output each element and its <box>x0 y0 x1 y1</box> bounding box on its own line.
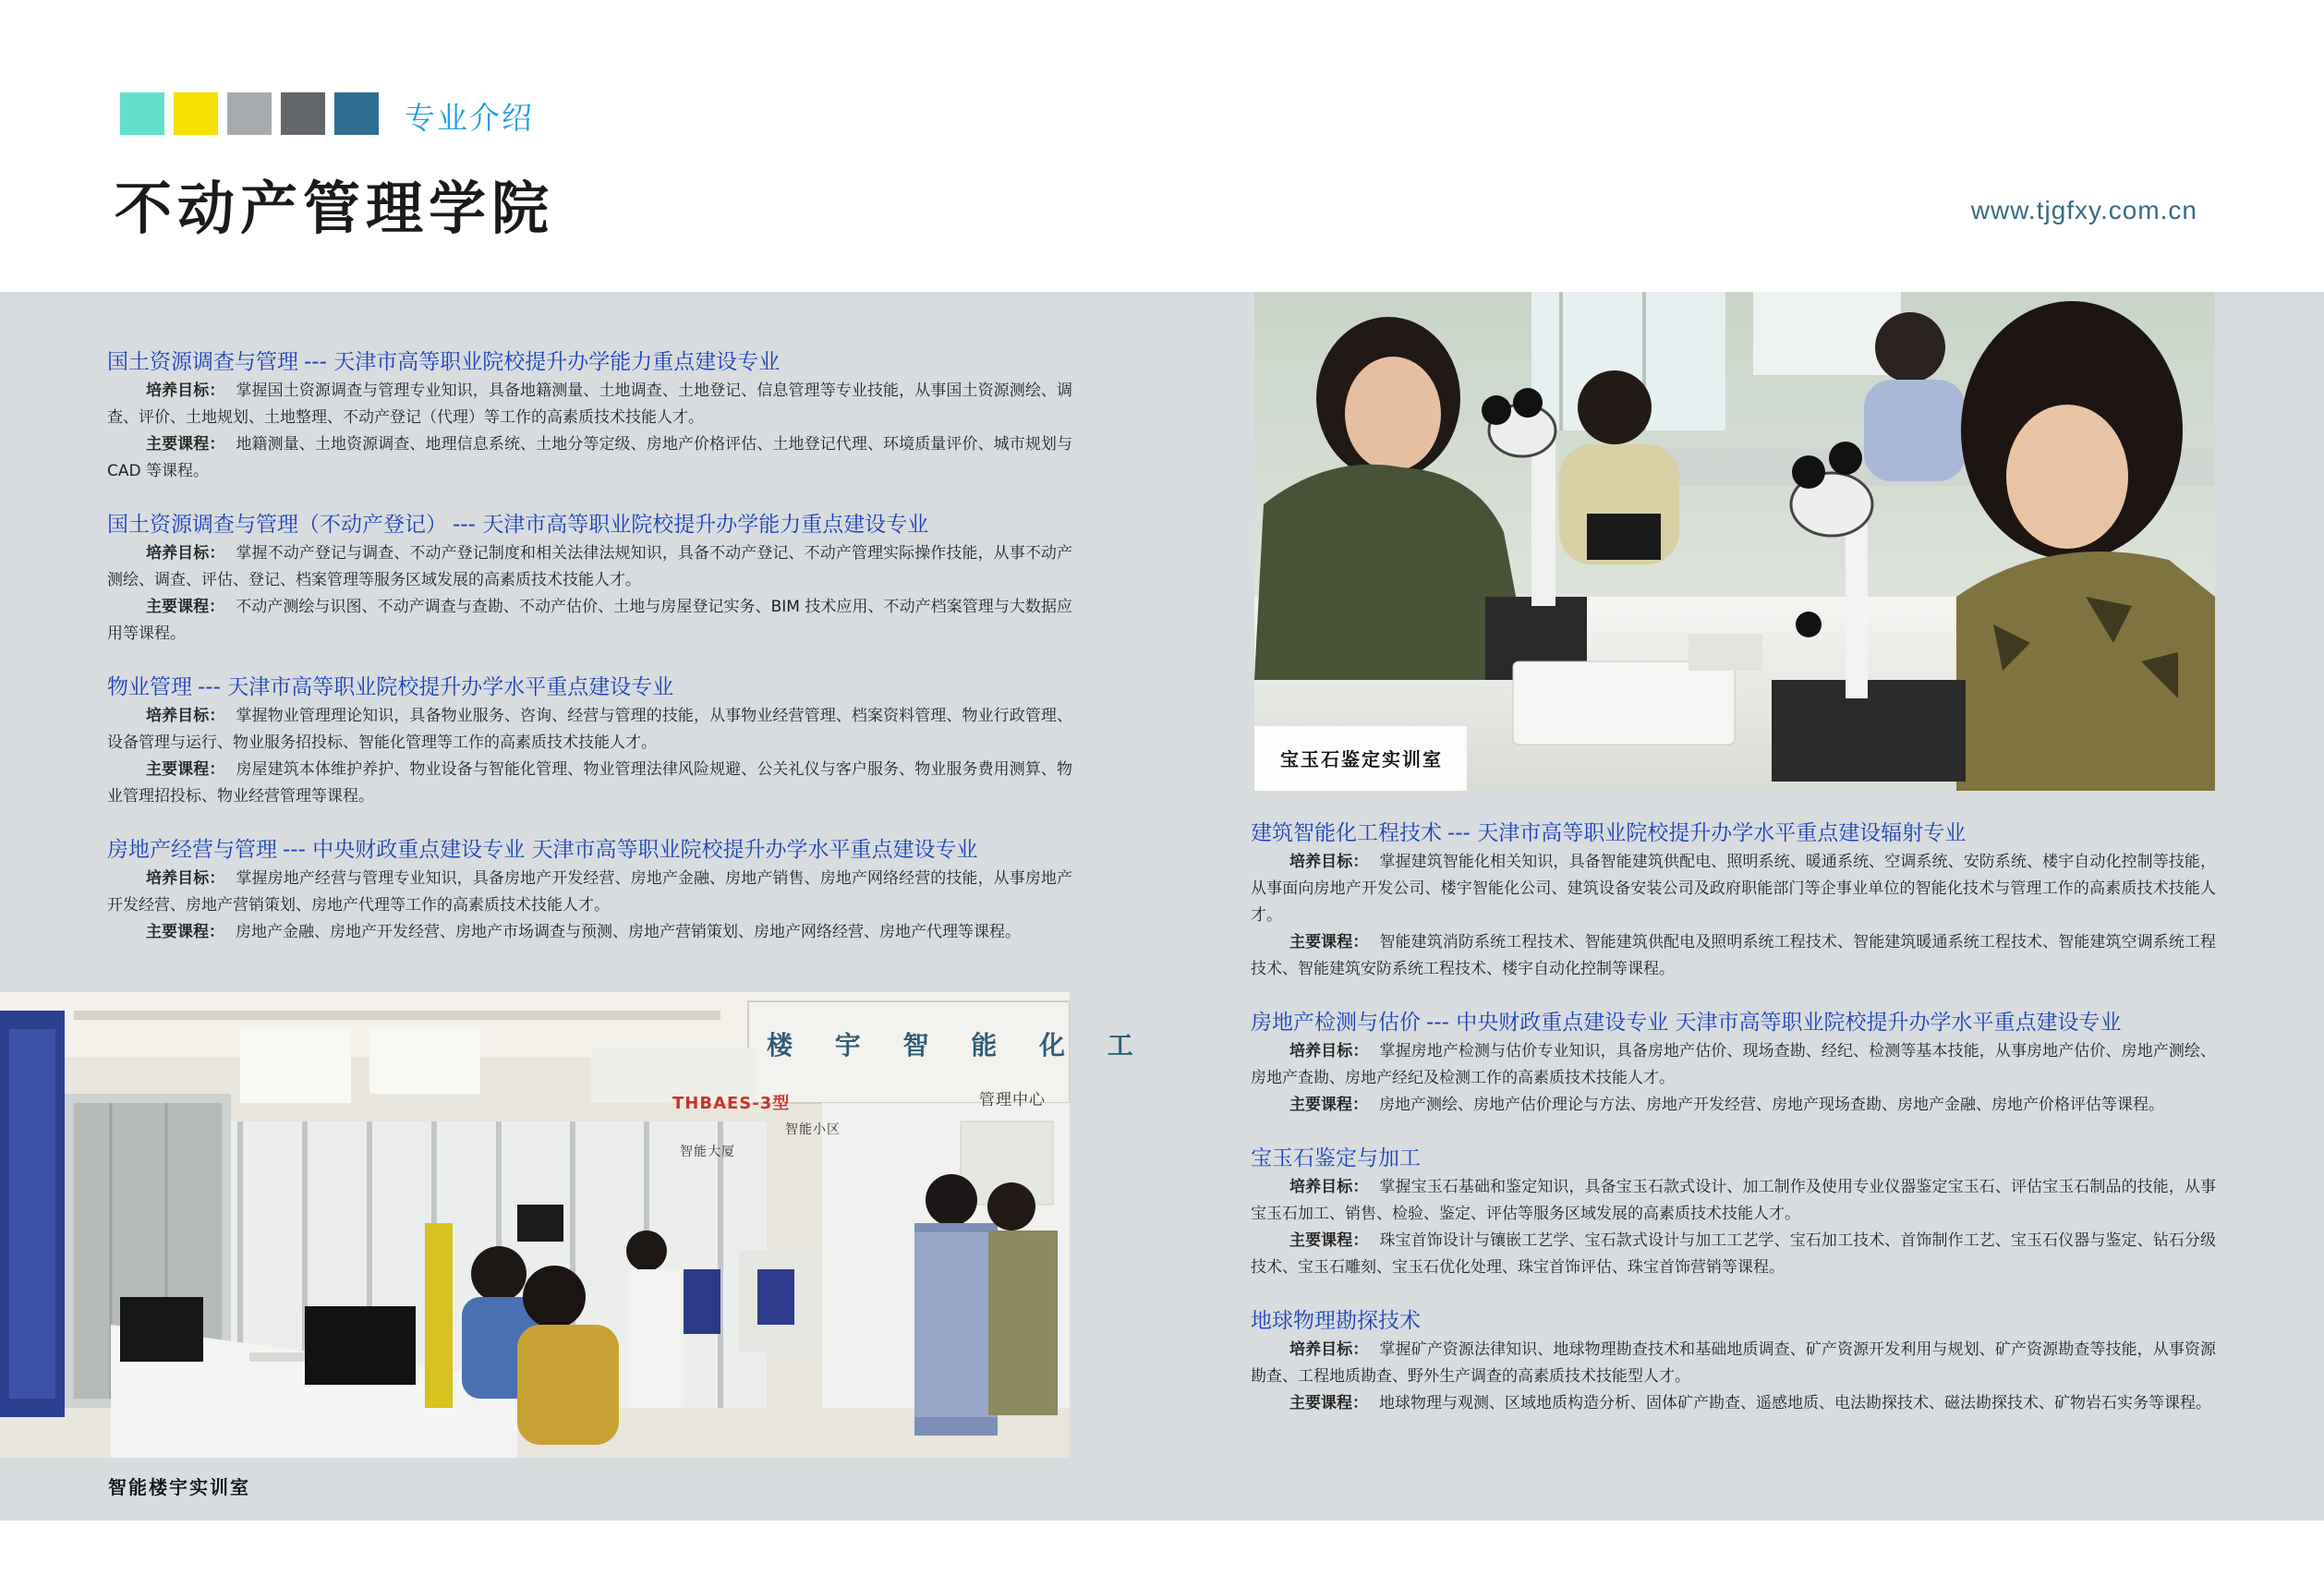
website-url: www.tjgfxy.com.cn <box>1970 196 2197 224</box>
courses-label: 主要课程： <box>146 435 225 454</box>
courses-text: 地球物理与观测、区域地质构造分析、固体矿产勘查、遥感地质、电法勘探技术、磁法勘探技术、矿物岩石实务等课程。 <box>1379 1394 2211 1412</box>
goal-label: 培养目标： <box>1289 1042 1369 1061</box>
program-section <box>1251 1007 2216 1119</box>
program-title <box>1251 1007 2216 1038</box>
program-goal <box>1251 1174 2216 1228</box>
program-section <box>1251 818 2216 983</box>
program-tag: --- 天津市高等职业院校提升办学水平重点建设专业 <box>198 675 674 699</box>
goal-label: 培养目标： <box>1289 1340 1369 1359</box>
program-courses <box>107 594 1072 648</box>
program-name: 房地产经营与管理 <box>107 838 277 862</box>
courses-text: 不动产测绘与识图、不动产调查与查勘、不动产估价、土地与房屋登记实务、BIM 技术应用、不动产档案管理与大数据应用等课程。 <box>107 598 1072 643</box>
gemstone-lab-photo <box>1254 292 2215 791</box>
program-title <box>107 346 1072 378</box>
goal-label: 培养目标： <box>146 382 225 400</box>
panel-sign: 楼 宇 智 能 化 工 <box>767 1030 1150 1061</box>
right-column <box>1251 818 2216 1441</box>
program-section <box>107 834 1072 946</box>
goal-text: 掌握物业管理理论知识，具备物业服务、咨询、经营与管理的技能，从事物业经营管理、档案资料管理、物业行政管理、设备管理与运行、物业服务招投标、智能化管理等工作的高素质技术技能人才。 <box>107 707 1073 752</box>
program-courses <box>107 431 1072 485</box>
device-label: THBAES-3型 <box>672 1094 791 1113</box>
goal-text: 掌握房地产检测与估价专业知识，具备房地产估价、现场查勘、经纪、检测等基本技能，从事房地产估价、房地产测绘、房地产查勘、房地产经纪及检测工作的高素质技术技能人才。 <box>1251 1042 2217 1087</box>
color-swatches <box>120 92 379 135</box>
program-goal <box>1251 1038 2216 1092</box>
goal-label: 培养目标： <box>146 869 225 888</box>
program-section <box>1251 1143 2216 1281</box>
courses-text: 房地产金融、房地产开发经营、房地产市场调查与预测、房地产营销策划、房地产网络经营、房地产代理等课程。 <box>236 923 1021 941</box>
goal-text: 掌握国土资源调查与管理专业知识，具备地籍测量、土地调查、土地登记、信息管理等专业技能，从事国土资源测绘、调查、评价、土地规划、土地整理、不动产登记（代理）等工作的高素质技术技能人才。 <box>107 382 1073 427</box>
goal-text: 掌握建筑智能化相关知识，具备智能建筑供配电、照明系统、暖通系统、空调系统、安防系统、楼宇自动化控制等技能，从事面向房地产开发公司、楼宇智能化公司、建筑设备安装公司及政府职能部门等企事业单位的智能化技术与管理工作的高素质技术技能人才。 <box>1251 853 2217 925</box>
page-title: 不动产管理学院 <box>115 175 555 242</box>
courses-text: 房屋建筑本体维护养护、物业设备与智能化管理、物业管理法律风险规避、公关礼仪与客户服务、物业服务费用测算、物业管理招投标、物业经营管理等课程。 <box>107 760 1073 806</box>
left-column <box>107 346 1072 970</box>
program-goal <box>107 866 1072 919</box>
program-name: 房地产检测与估价 <box>1251 1011 1421 1035</box>
swatch-dark-grey <box>281 92 325 135</box>
courses-text: 智能建筑消防系统工程技术、智能建筑供配电及照明系统工程技术、智能建筑暖通系统工程技术、智能建筑空调系统工程技术、智能建筑安防系统工程技术、楼宇自动化控制等课程。 <box>1251 933 2217 978</box>
management-center-sign: 管理中心 <box>979 1091 1046 1109</box>
program-goal <box>107 378 1072 431</box>
program-title <box>1251 818 2216 849</box>
program-name: 国土资源调查与管理 <box>107 350 298 374</box>
goal-label: 培养目标： <box>1289 853 1369 871</box>
courses-label: 主要课程： <box>1289 1096 1368 1114</box>
program-section <box>107 672 1072 810</box>
swatch-light-grey <box>227 92 272 135</box>
goal-text: 掌握房地产经营与管理专业知识，具备房地产开发经营、房地产金融、房地产销售、房地产网络经营的技能，从事房地产开发经营、房地产营销策划、房地产代理等工作的高素质技术技能人才。 <box>107 869 1073 915</box>
section-kicker: 专业介绍 <box>405 100 534 136</box>
goal-text: 掌握宝玉石基础和鉴定知识，具备宝玉石款式设计、加工制作及使用专业仪器鉴定宝玉石、评估宝玉石制品的技能，从事宝玉石加工、销售、检验、鉴定、评估等服务区域发展的高素质技术技能人才。 <box>1251 1178 2217 1223</box>
courses-text: 地籍测量、土地资源调查、地理信息系统、土地分等定级、房地产价格评估、土地登记代理、环境质量评价、城市规划与 CAD 等课程。 <box>107 435 1073 480</box>
program-name: 物业管理 <box>107 675 192 699</box>
goal-label: 培养目标： <box>146 544 225 563</box>
courses-label: 主要课程： <box>146 598 225 616</box>
program-goal <box>107 540 1072 594</box>
program-title <box>107 672 1072 703</box>
program-tag: --- 天津市高等职业院校提升办学能力重点建设专业 <box>304 350 781 374</box>
goal-text: 掌握矿产资源法律知识、地球物理勘查技术和基础地质调查、矿产资源开发利用与规划、矿产资源勘查等技能，从事资源勘查、工程地质勘查、野外生产调查的高素质技术技能型人才。 <box>1251 1340 2217 1386</box>
program-name: 宝玉石鉴定与加工 <box>1251 1146 1421 1170</box>
program-goal <box>1251 1337 2216 1390</box>
program-title <box>1251 1143 2216 1174</box>
courses-text: 房地产测绘、房地产估价理论与方法、房地产开发经营、房地产现场查勘、房地产金融、房地产价格评估等课程。 <box>1379 1096 2164 1114</box>
courses-label: 主要课程： <box>1289 1231 1369 1250</box>
program-courses <box>1251 1390 2216 1417</box>
zone-sign: 智能小区 <box>785 1122 841 1137</box>
program-name: 地球物理勘探技术 <box>1251 1309 1421 1333</box>
program-name: 国土资源调查与管理（不动产登记） <box>107 513 447 537</box>
program-goal <box>1251 849 2216 929</box>
program-section <box>107 346 1072 485</box>
program-name: 建筑智能化工程技术 <box>1251 821 1442 845</box>
courses-label: 主要课程： <box>1289 1394 1368 1412</box>
program-courses <box>1251 1092 2216 1119</box>
courses-text: 珠宝首饰设计与镶嵌工艺学、宝石款式设计与加工工艺学、宝石加工技术、首饰制作工艺、宝玉石仪器与鉴定、钻石分级技术、宝玉石雕刻、宝玉石优化处理、珠宝首饰评估、珠宝首饰营销等课程。 <box>1251 1231 2217 1277</box>
program-courses <box>107 757 1072 810</box>
program-tag: --- 天津市高等职业院校提升办学水平重点建设辐射专业 <box>1447 821 1967 845</box>
goal-label: 培养目标： <box>146 707 225 725</box>
swatch-yellow <box>174 92 218 135</box>
swatch-mint <box>120 92 164 135</box>
program-section <box>107 509 1072 648</box>
courses-label: 主要课程： <box>1289 933 1369 952</box>
courses-label: 主要课程： <box>146 923 224 941</box>
program-tag: --- 中央财政重点建设专业 天津市高等职业院校提升办学水平重点建设专业 <box>283 838 978 862</box>
swatch-steel-blue <box>334 92 379 135</box>
program-tag: --- 中央财政重点建设专业 天津市高等职业院校提升办学水平重点建设专业 <box>1426 1011 2122 1035</box>
goal-label: 培养目标： <box>1289 1178 1369 1196</box>
program-tag: --- 天津市高等职业院校提升办学能力重点建设专业 <box>453 513 929 537</box>
program-courses <box>1251 929 2216 983</box>
program-title <box>107 509 1072 540</box>
zone-sign-2: 智能大厦 <box>680 1145 735 1159</box>
courses-label: 主要课程： <box>146 760 225 779</box>
goal-text: 掌握不动产登记与调查、不动产登记制度和相关法律法规知识，具备不动产登记、不动产管理实际操作技能，从事不动产测绘、调查、评估、登记、档案管理等服务区域发展的高素质技术技能人才。 <box>107 544 1073 589</box>
photo-caption-gemstone-lab: 宝玉石鉴定实训室 <box>1280 748 1443 770</box>
program-title <box>107 834 1072 866</box>
program-title <box>1251 1305 2216 1337</box>
photo-caption-smart-building-lab: 智能楼宇实训室 <box>108 1476 250 1498</box>
program-section <box>1251 1305 2216 1417</box>
program-courses <box>1251 1228 2216 1281</box>
program-courses <box>107 919 1072 946</box>
program-goal <box>107 703 1072 757</box>
